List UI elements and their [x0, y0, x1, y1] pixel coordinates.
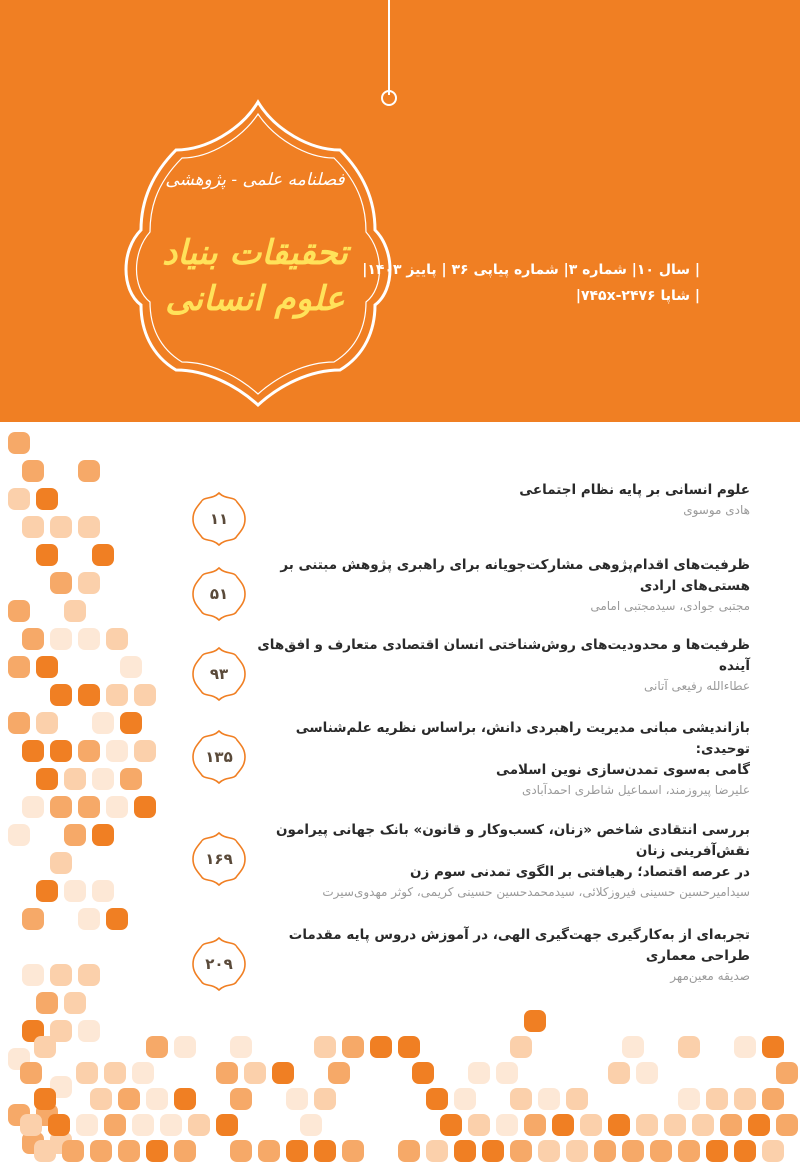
article-entry[interactable] — [190, 925, 750, 1025]
article-text — [254, 925, 750, 986]
pattern-dot — [22, 964, 44, 986]
pattern-dot — [762, 1036, 784, 1058]
article-text — [254, 480, 750, 520]
pattern-dot — [440, 1114, 462, 1136]
pattern-dot — [106, 796, 128, 818]
pattern-dot — [36, 488, 58, 510]
pattern-dot — [78, 796, 100, 818]
pattern-dot — [78, 1020, 100, 1042]
pattern-dot — [426, 1140, 448, 1162]
page-number: ۱۳۵ — [205, 748, 233, 766]
article-title: گامی به‌سوی تمدن‌سازی نوین اسلامی — [496, 762, 750, 778]
article-title: ظرفیت‌ها و محدودیت‌های روش‌شناختی انسان اقتصادی متعارف و افق‌های آینده — [257, 637, 750, 674]
pattern-dot — [468, 1062, 490, 1084]
pattern-dot — [92, 544, 114, 566]
article-authors: صدیقه معین‌مهر — [670, 969, 750, 983]
pattern-dot — [90, 1140, 112, 1162]
pattern-dot — [538, 1088, 560, 1110]
pattern-dot — [76, 1114, 98, 1136]
pattern-dot — [286, 1088, 308, 1110]
pattern-dot — [496, 1114, 518, 1136]
pattern-dot — [216, 1062, 238, 1084]
page-number-badge — [190, 565, 248, 623]
article-title: ظرفیت‌های اقدام‌پژوهی مشارکت‌جویانه برای راهبری پژوهش مبتنی بر هستی‌های ارادی — [280, 557, 750, 594]
pattern-dot — [134, 740, 156, 762]
pattern-dot — [482, 1140, 504, 1162]
pattern-dot — [22, 628, 44, 650]
pattern-dot — [64, 824, 86, 846]
title-badge — [0, 0, 800, 422]
pattern-dot — [132, 1114, 154, 1136]
pattern-dot — [78, 740, 100, 762]
article-title: بررسی انتقادی شاخص «زنان، کسب‌وکار و قانون» بانک جهانی پیرامون نقش‌آفرینی زنان — [276, 822, 750, 859]
article-entry[interactable] — [190, 718, 750, 818]
pattern-dot — [118, 1088, 140, 1110]
pattern-dot — [230, 1036, 252, 1058]
pattern-dot — [36, 544, 58, 566]
pattern-dot — [36, 880, 58, 902]
pattern-dot — [734, 1088, 756, 1110]
page-number: ۹۳ — [209, 665, 229, 683]
pattern-dot — [22, 460, 44, 482]
pattern-dot — [552, 1114, 574, 1136]
article-text — [254, 820, 750, 902]
pattern-dot — [20, 1062, 42, 1084]
pattern-dot — [134, 684, 156, 706]
pattern-dot — [776, 1062, 798, 1084]
pattern-dot — [286, 1140, 308, 1162]
pattern-dot — [678, 1140, 700, 1162]
pattern-dot — [78, 516, 100, 538]
pattern-dot — [50, 740, 72, 762]
pattern-dot — [34, 1140, 56, 1162]
page-number-badge — [190, 645, 248, 703]
journal-title-line1: تحقیقات بنیاد — [162, 233, 348, 273]
pattern-dot — [120, 712, 142, 734]
article-title: در عرصه اقتصاد؛ رهیافتی بر الگوی تمدنی سوم زن — [410, 864, 750, 880]
article-title: تجربه‌ای از به‌کارگیری جهت‌گیری الهی، در آموزش دروس پایه مقدمات طراحی معماری — [288, 927, 750, 964]
pattern-dot — [106, 684, 128, 706]
page-number-badge — [190, 830, 248, 888]
page-number-badge — [190, 490, 248, 548]
pattern-dot — [314, 1140, 336, 1162]
pattern-dot — [92, 712, 114, 734]
pattern-dot — [244, 1062, 266, 1084]
pattern-dot — [580, 1114, 602, 1136]
pattern-dot — [734, 1036, 756, 1058]
pattern-dot — [50, 684, 72, 706]
pattern-dot — [8, 488, 30, 510]
pattern-dot — [678, 1036, 700, 1058]
pattern-dot — [216, 1114, 238, 1136]
pattern-dot — [34, 1036, 56, 1058]
pattern-dot — [22, 908, 44, 930]
pattern-dot — [8, 600, 30, 622]
pattern-dot — [524, 1114, 546, 1136]
pattern-dot — [748, 1114, 770, 1136]
pattern-dot — [650, 1140, 672, 1162]
pattern-dot — [120, 768, 142, 790]
pattern-dot — [636, 1114, 658, 1136]
pattern-dot — [132, 1062, 154, 1084]
pattern-dot — [314, 1088, 336, 1110]
pattern-dot — [36, 768, 58, 790]
pattern-dot — [608, 1114, 630, 1136]
pattern-dot — [8, 432, 30, 454]
pattern-dot — [106, 628, 128, 650]
pattern-dot — [22, 796, 44, 818]
pattern-dot — [258, 1140, 280, 1162]
pattern-dot — [20, 1114, 42, 1136]
article-title: بازاندیشی مبانی مدیریت راهبردی دانش، براساس نظریه علم‌شناسی توحیدی: — [295, 720, 750, 757]
journal-title — [120, 230, 390, 322]
pattern-dot — [398, 1140, 420, 1162]
pattern-dot — [22, 516, 44, 538]
pattern-dot — [594, 1140, 616, 1162]
article-authors: هادی موسوی — [683, 503, 750, 517]
issn-info: | شاپا ۷۴۵x-۲۴۷۶| — [575, 288, 700, 304]
pattern-dot — [342, 1140, 364, 1162]
pattern-dot — [510, 1088, 532, 1110]
pattern-dot — [566, 1140, 588, 1162]
pattern-dot — [64, 600, 86, 622]
pattern-dot — [622, 1140, 644, 1162]
pattern-dot — [496, 1062, 518, 1084]
pattern-dot — [104, 1062, 126, 1084]
pattern-dot — [510, 1140, 532, 1162]
pattern-dot — [454, 1088, 476, 1110]
pattern-dot — [22, 740, 44, 762]
pattern-dot — [36, 712, 58, 734]
pattern-dot — [412, 1062, 434, 1084]
pattern-dot — [720, 1114, 742, 1136]
pattern-dot — [272, 1062, 294, 1084]
pattern-dot — [120, 656, 142, 678]
issue-info: | سال ۱۰| شماره ۳| شماره پیاپی ۳۶ | پاییز ۱۴۰۳| — [362, 262, 700, 278]
pattern-dot — [468, 1114, 490, 1136]
pattern-dot — [64, 880, 86, 902]
pattern-dot — [78, 908, 100, 930]
pattern-dot — [664, 1114, 686, 1136]
pattern-dot — [106, 740, 128, 762]
page-number: ۲۰۹ — [205, 955, 233, 973]
pattern-dot — [78, 684, 100, 706]
pattern-dot — [34, 1088, 56, 1110]
pattern-dot — [76, 1062, 98, 1084]
pattern-dot — [134, 796, 156, 818]
pattern-dot — [146, 1088, 168, 1110]
pattern-dot — [50, 572, 72, 594]
pattern-dot — [50, 516, 72, 538]
pattern-dot — [762, 1140, 784, 1162]
pattern-dot — [608, 1062, 630, 1084]
pattern-dot — [50, 628, 72, 650]
page-number-badge — [190, 935, 248, 993]
pattern-dot — [50, 852, 72, 874]
pattern-dot — [734, 1140, 756, 1162]
pattern-dot — [706, 1088, 728, 1110]
pattern-dot — [174, 1036, 196, 1058]
pattern-dot — [776, 1114, 798, 1136]
pattern-dot — [566, 1088, 588, 1110]
pattern-dot — [78, 460, 100, 482]
pattern-dot — [300, 1114, 322, 1136]
pattern-dot — [118, 1140, 140, 1162]
pattern-dot — [78, 964, 100, 986]
article-text — [254, 555, 750, 616]
pattern-dot — [160, 1114, 182, 1136]
journal-title-line2: علوم انسانی — [165, 279, 345, 319]
page-number-badge — [190, 728, 248, 786]
pattern-dot — [146, 1036, 168, 1058]
pattern-dot — [104, 1114, 126, 1136]
pattern-dot — [692, 1114, 714, 1136]
article-text — [254, 718, 750, 800]
pattern-dot — [370, 1036, 392, 1058]
pattern-dot — [62, 1140, 84, 1162]
pattern-dot — [314, 1036, 336, 1058]
pattern-dot — [92, 824, 114, 846]
pattern-dot — [92, 768, 114, 790]
pattern-dot — [8, 824, 30, 846]
pattern-dot — [48, 1114, 70, 1136]
pattern-dot — [50, 964, 72, 986]
page-number: ۱۱ — [209, 510, 229, 528]
pattern-dot — [174, 1140, 196, 1162]
page-number: ۵۱ — [209, 585, 229, 603]
pattern-dot — [706, 1140, 728, 1162]
pattern-dot — [188, 1114, 210, 1136]
pattern-dot — [762, 1088, 784, 1110]
pattern-dot — [64, 992, 86, 1014]
article-authors: عطاءالله رفیعی آتانی — [644, 679, 750, 693]
pattern-dot — [636, 1062, 658, 1084]
pattern-dot — [64, 768, 86, 790]
pattern-dot — [510, 1036, 532, 1058]
journal-supertitle: فصلنامه علمی - پژوهشی — [165, 170, 345, 190]
article-authors: سیدامیرحسین حسینی فیروزکلائی، سیدمحمدحسین حسینی کریمی، کوثر مهدوی‌سیرت — [322, 885, 750, 899]
article-authors: مجتبی جوادی، سیدمجتبی امامی — [590, 599, 750, 613]
pattern-dot — [8, 712, 30, 734]
pattern-dot — [454, 1140, 476, 1162]
pattern-dot — [36, 992, 58, 1014]
pattern-dot — [90, 1088, 112, 1110]
pattern-dot — [36, 656, 58, 678]
pattern-dot — [230, 1088, 252, 1110]
pattern-dot — [622, 1036, 644, 1058]
pattern-dot — [8, 656, 30, 678]
pattern-dot — [92, 880, 114, 902]
pattern-dot — [678, 1088, 700, 1110]
pattern-dot — [50, 796, 72, 818]
pattern-dot — [426, 1088, 448, 1110]
pattern-dot — [342, 1036, 364, 1058]
pattern-dot — [230, 1140, 252, 1162]
page-number: ۱۶۹ — [205, 850, 233, 868]
pattern-dot — [78, 628, 100, 650]
pattern-dot — [106, 908, 128, 930]
article-entry[interactable] — [190, 820, 750, 920]
pattern-dot — [78, 572, 100, 594]
article-title: علوم انسانی بر پایه نظام اجتماعی — [519, 482, 750, 498]
pattern-dot — [146, 1140, 168, 1162]
article-text — [254, 635, 750, 696]
pattern-dot — [174, 1088, 196, 1110]
pattern-dot — [328, 1062, 350, 1084]
pattern-dot — [538, 1140, 560, 1162]
article-authors: علیرضا پیروزمند، اسماعیل شاطری احمدآبادی — [521, 783, 750, 797]
pattern-dot — [398, 1036, 420, 1058]
